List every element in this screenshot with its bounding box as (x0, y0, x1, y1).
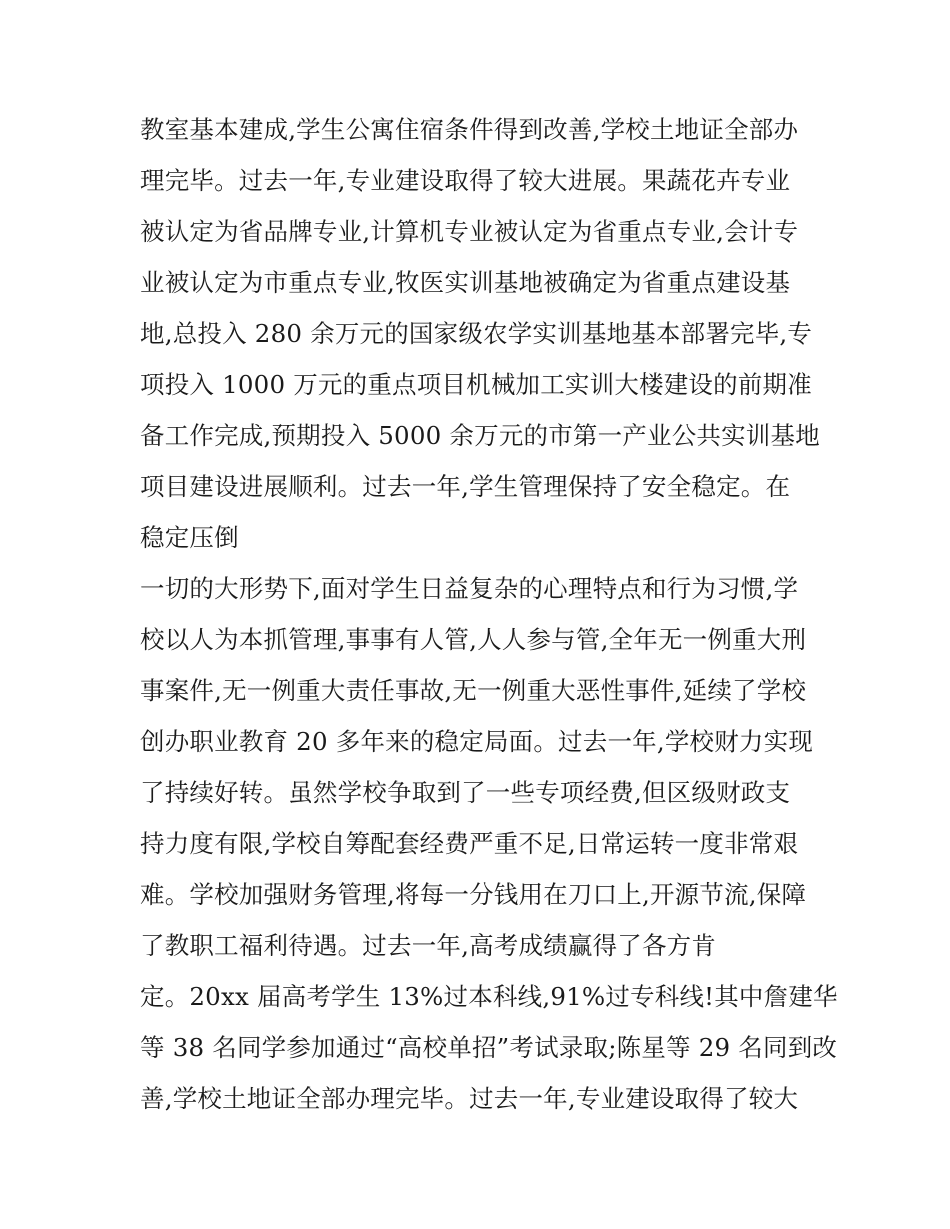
text-line: 了教职工福利待遇。过去一年,高考成绩赢得了各方肯 (140, 931, 717, 960)
text-line: 持力度有限,学校自筹配套经费严重不足,日常运转一度非常艰 (140, 829, 799, 858)
text-line: 了持续好转。虽然学校争取到了一些专项经费,但区级财政支 (140, 778, 791, 807)
text-line: 一切的大形势下,面对学生日益复杂的心理特点和行为习惯,学 (140, 574, 799, 603)
text-line: 创办职业教育 20 多年来的稳定局面。过去一年,学校财力实现 (140, 727, 814, 756)
text-line: 业被认定为市重点专业,牧医实训基地被确定为省重点建设基 (140, 268, 791, 297)
text-line: 项目建设进展顺利。过去一年,学生管理保持了安全稳定。在 (140, 472, 791, 501)
text-line: 定。20xx 届高考学生 13%过本科线,91%过专科线!其中詹建华 (140, 982, 838, 1011)
text-line: 等 38 名同学参加通过“高校单招”考试录取;陈星等 29 名同到改 (140, 1033, 838, 1062)
text-line: 被认定为省品牌专业,计算机专业被认定为省重点专业,会计专 (140, 217, 799, 246)
text-line: 项投入 1000 万元的重点项目机械加工实训大楼建设的前期准 (140, 370, 812, 399)
text-line: 校以人为本抓管理,事事有人管,人人参与管,全年无一例重大刑 (140, 625, 807, 654)
body-text (140, 104, 838, 1124)
text-line: 备工作完成,预期投入 5000 余万元的市第一产业公共实训基地 (140, 421, 820, 450)
text-line: 善,学校土地证全部办理完毕。过去一年,专业建设取得了较大 (140, 1084, 799, 1113)
text-line: 稳定压倒 (140, 523, 239, 552)
text-line: 教室基本建成,学生公寓住宿条件得到改善,学校土地证全部办 (140, 115, 799, 144)
text-line: 理完毕。过去一年,专业建设取得了较大进展。果蔬花卉专业 (140, 166, 791, 195)
text-line: 地,总投入 280 余万元的国家级农学实训基地基本部署完毕,专 (140, 319, 813, 348)
text-line: 事案件,无一例重大责任事故,无一例重大恶性事件,延续了学校 (140, 676, 807, 705)
text-line: 难。学校加强财务管理,将每一分钱用在刀口上,开源节流,保障 (140, 880, 807, 909)
